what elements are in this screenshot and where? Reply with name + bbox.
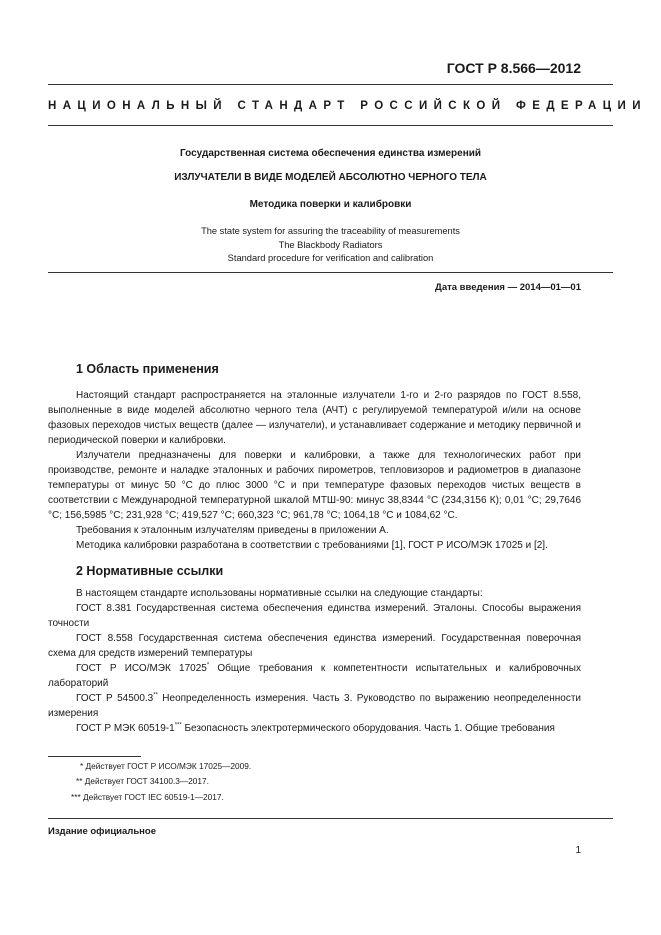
- section-2-heading: 2 Нормативные ссылки: [76, 564, 224, 578]
- footnote-mark: ***: [71, 792, 81, 802]
- edition-label: Издание официальное: [48, 826, 156, 837]
- reference-code: ГОСТ Р 54500.3: [76, 693, 154, 704]
- header-rule: [48, 84, 613, 85]
- english-title-line: The state system for assuring the traceability of measurements: [201, 226, 460, 236]
- footnote-text: Действует ГОСТ IEC 60519-1—2017.: [80, 792, 224, 802]
- reference-text: Безопасность электротермического оборудования. Часть 1. Общие требования: [181, 723, 555, 734]
- reference-item: [48, 691, 581, 721]
- paragraph: Методика калибровки разработана в соответствии с требованиями [1], ГОСТ Р ИСО/МЭК 17025 и [2].: [76, 540, 548, 551]
- reference-text: Государственная система обеспечения единства измерений. Государственная поверочная схема для средств измерений температуры: [48, 633, 582, 659]
- page-number: 1: [575, 845, 581, 856]
- national-standard-title: НАЦИОНАЛЬНЫЙ СТАНДАРТ РОССИЙСКОЙ ФЕДЕРАЦИИ: [48, 100, 647, 112]
- reference-text: Общие требования к компетентности испытательных и калибровочных лабораторий: [48, 663, 581, 689]
- section-2-body: [48, 586, 581, 736]
- paragraph: Излучатели предназначены для поверки и калибровки, а также для технологических работ при производстве, ремонте и наладке эталонных и рабочих пирометров, тепловизоров и радиометров в диапазоне температуры от минус 50 °С до плюс 3000 °С и при температуре фазовых переходов чистых веществ в соответствии с Международной температурной шкалой МТШ-90: минус 38,8344 °С (234,3156 К); 0,01 °С; 29,7646 °С; 156,5985 °С; 231,928 °С; 419,527 °С; 660,323 °С; 961,78 °С; 1064,18 °С и 1084,62 °С.: [48, 450, 581, 521]
- footnote-rule: [48, 756, 141, 757]
- english-title-line: The Blackbody Radiators: [278, 239, 383, 250]
- section-1-body: [48, 388, 581, 553]
- footnote-text: Действует ГОСТ Р ИСО/МЭК 17025—2009.: [83, 761, 252, 771]
- system-title: Государственная система обеспечения единства измерений: [179, 148, 482, 159]
- footnote: [71, 792, 224, 802]
- reference-text: Государственная система обеспечения единства измерений. Эталоны. Способы выражения точности: [48, 603, 582, 629]
- title-rule: [48, 125, 613, 126]
- footnote-mark: *: [80, 761, 84, 771]
- reference-item: [48, 631, 581, 661]
- standard-code: ГОСТ Р 8.566—2012: [446, 60, 581, 76]
- paragraph: Требования к эталонным излучателям приведены в приложении А.: [76, 525, 389, 536]
- introduction-date: Дата введения — 2014—01—01: [435, 282, 581, 293]
- footnote: [80, 761, 251, 771]
- footnote-mark: ***: [174, 722, 182, 729]
- date-rule: [48, 272, 613, 273]
- english-title-line: Standard procedure for verification and calibration: [227, 253, 434, 263]
- footnote: [76, 776, 209, 786]
- english-title: [0, 225, 661, 266]
- reference-item: [48, 661, 581, 691]
- reference-code: ГОСТ Р МЭК 60519-1: [76, 723, 175, 734]
- reference-text: Неопределенность измерения. Часть 3. Руководство по выражению неопределенности измерения: [48, 693, 581, 719]
- main-title: ИЗЛУЧАТЕЛИ В ВИДЕ МОДЕЛЕЙ АБСОЛЮТНО ЧЕРНОГО ТЕЛА: [174, 172, 487, 183]
- reference-code: ГОСТ 8.381: [76, 603, 132, 614]
- footnote-text: Действует ГОСТ 34100.3—2017.: [82, 776, 209, 786]
- section-1-heading: 1 Область применения: [76, 362, 219, 376]
- footnote-mark: **: [153, 692, 158, 699]
- edition-rule: [48, 818, 613, 819]
- paragraph: Настоящий стандарт распространяется на эталонные излучатели 1-го и 2-го разрядов по ГОСТ 8.558, выполненные в виде моделей абсолютно черного тела (АЧТ) с регулируемой температурой и/или на основе фазовых переходов чистых веществ (далее — излучатели), и устанавливает содержание и методику первичной и периодической поверки и калибровки.: [48, 390, 581, 446]
- footnote-mark: *: [206, 662, 210, 669]
- subtitle: Методика поверки и калибровки: [249, 199, 412, 210]
- reference-item: [48, 721, 581, 736]
- reference-code: ГОСТ Р ИСО/МЭК 17025: [76, 663, 207, 674]
- footnote-mark: **: [76, 776, 83, 786]
- reference-item: [48, 601, 581, 631]
- reference-code: ГОСТ 8.558: [76, 633, 133, 644]
- paragraph: В настоящем стандарте использованы нормативные ссылки на следующие стандарты:: [76, 588, 483, 599]
